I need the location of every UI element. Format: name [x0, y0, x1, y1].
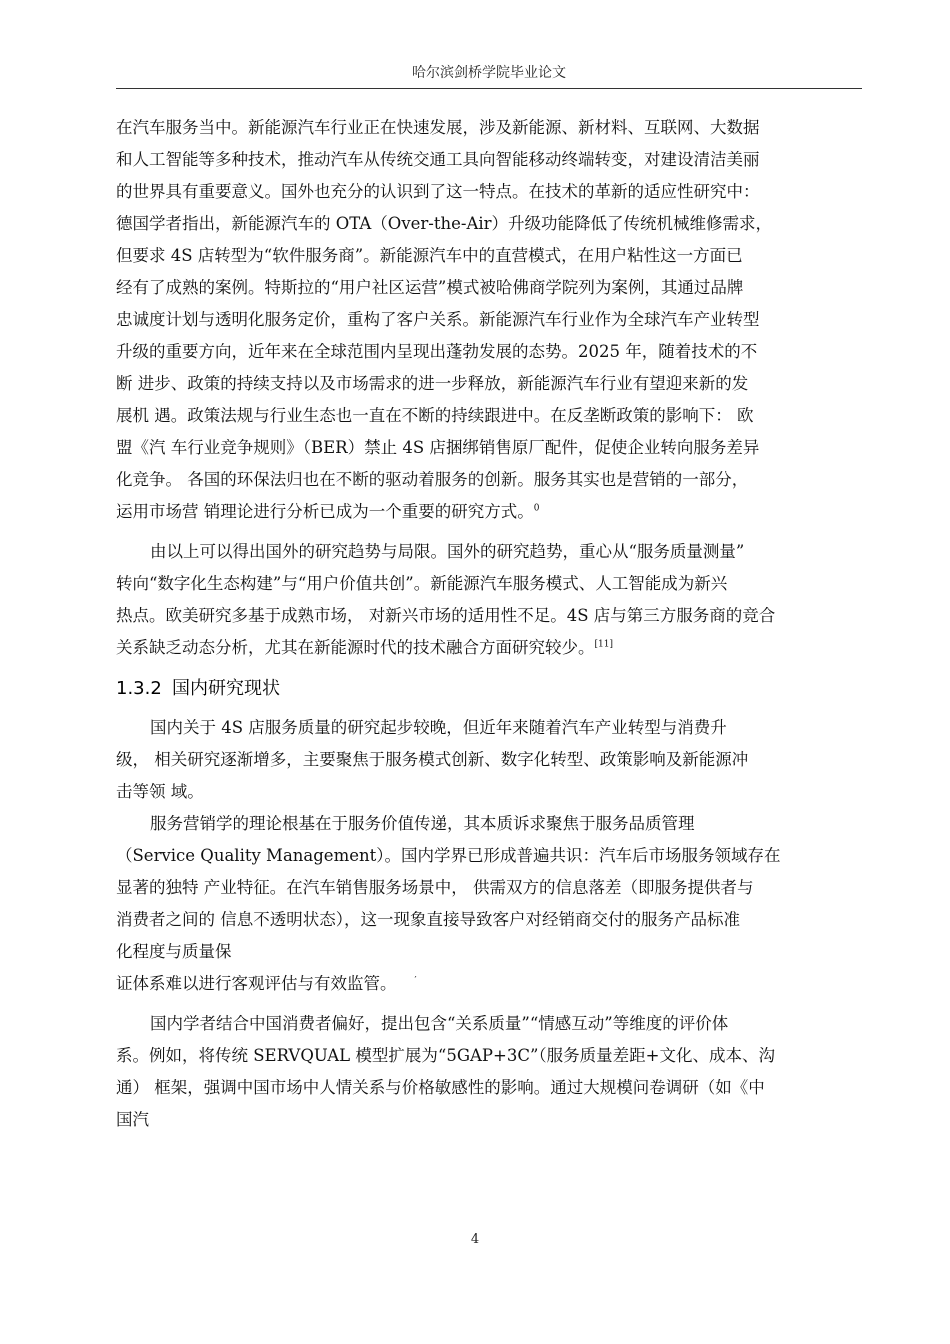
text-line — [116, 632, 868, 664]
paragraph-domestic-intro — [116, 712, 868, 808]
text-line: 国内关于 4S 店服务质量的研究起步较晚，但近年来随着汽车产业转型与消费升 — [150, 718, 727, 737]
paragraph-domestic-evaluation — [116, 1008, 868, 1136]
text-line: 级， 相关研究逐渐增多，主要聚焦于服务模式创新、数字化转型、政策影响及新能源冲 — [116, 750, 749, 769]
header-title: 哈尔滨剑桥学院毕业论文 — [412, 65, 566, 81]
text-line: 国内学者结合中国消费者偏好，提出包含“关系质量”“情感互动”等维度的评价体 — [150, 1014, 729, 1033]
citation-marker: 0 — [533, 503, 540, 514]
text-line: 转向“数字化生态构建”与“用户价值共创”。新能源汽车服务模式、人工智能成为新兴 — [116, 574, 728, 593]
text-line: 化程度与质量保 — [116, 942, 232, 961]
text-line: 由以上可以得出国外的研究趋势与局限。国外的研究趋势，重心从“服务质量测量” — [150, 542, 745, 561]
text-line: 盟《汽 车行业竞争规则》（BER）禁止 4S 店捆绑销售原厂配件，促使企业转向服务差异 — [116, 438, 760, 457]
text-line: 的世界具有重要意义。国外也充分的认识到了这一特点。在技术的革新的适应性研究中： — [116, 182, 760, 201]
text-line: 在汽车服务当中。新能源汽车行业正在快速发展，涉及新能源、新材料、互联网、大数据 — [116, 118, 760, 137]
text-line: 展机 遇。政策法规与行业生态也一直在不断的持续跟进中。在反垄断政策的影响下： 欧 — [116, 406, 754, 425]
text-line: 击等领 域。 — [116, 782, 204, 801]
text-line: 断 进步、政策的持续支持以及市场需求的进一步释放，新能源汽车行业有望迎来新的发 — [116, 374, 749, 393]
paragraph-foreign-research — [116, 112, 868, 528]
paragraph-foreign-trends — [116, 536, 868, 664]
text-line: 化竞争。 各国的环保法归也在不断的驱动着服务的创新。服务其实也是营销的一部分， — [116, 470, 749, 489]
text-line: 国汽 — [116, 1110, 149, 1129]
text-line: 升级的重要方向，近年来在全球范围内呈现出蓬勃发展的态势。2025 年，随着技术的不 — [116, 342, 758, 361]
text-line — [116, 968, 868, 1000]
text-line: （Service Quality Management）。国内学界已形成普遍共识：汽车后市场服务领域存在 — [116, 846, 781, 865]
paragraph-service-marketing — [116, 808, 868, 1000]
citation-marker: ′ — [414, 975, 417, 986]
section-title: 国内研究现状 — [172, 678, 280, 699]
text-line: 通） 框架，强调中国市场中人情关系与价格敏感性的影响。通过大规模问卷调研（如《中 — [116, 1078, 765, 1097]
text-line — [116, 496, 868, 528]
text-line: 系。例如，将传统 SERVQUAL 模型扩展为“5GAP+3C”（服务质量差距+文化、成本、沟 — [116, 1046, 775, 1065]
text-line: 消费者之间的 信息不透明状态），这一现象直接导致客户对经销商交付的服务产品标准 — [116, 910, 740, 929]
text-line: 显著的独特 产业特征。在汽车销售服务场景中， 供需双方的信息落差（即服务提供者与 — [116, 878, 754, 897]
section-number: 1.3.2 — [116, 678, 162, 699]
text-line: 忠诚度计划与透明化服务定价，重构了客户关系。新能源汽车行业作为全球汽车产业转型 — [116, 310, 760, 329]
text-line: 热点。欧美研究多基于成熟市场， 对新兴市场的适用性不足。4S 店与第三方服务商的竞合 — [116, 606, 776, 625]
text-line: 和人工智能等多种技术，推动汽车从传统交通工具向智能移动终端转变，对建设清洁美丽 — [116, 150, 760, 169]
text-line: 德国学者指出，新能源汽车的 OTA（Over-the-Air）升级功能降低了传统机械维修需求， — [116, 214, 773, 233]
text-span: 运用市场营 销理论进行分析已成为一个重要的研究方式。 — [116, 502, 534, 521]
body-text — [116, 112, 868, 1136]
text-span: 证体系难以进行客观评估与有效监管。 — [116, 974, 397, 993]
citation-marker: [11] — [594, 639, 613, 650]
section-heading — [116, 672, 868, 706]
text-line: 经有了成熟的案例。特斯拉的“用户社区运营”模式被哈佛商学院列为案例，其通过品牌 — [116, 278, 744, 297]
text-line: 但要求 4S 店转型为“软件服务商”。新能源汽车中的直营模式，在用户粘性这一方面已 — [116, 246, 743, 265]
page-footer — [0, 1232, 950, 1247]
page-number: 4 — [470, 1232, 480, 1247]
text-span: 关系缺乏动态分析，尤其在新能源时代的技术融合方面研究较少。 — [116, 638, 595, 657]
running-header — [116, 62, 862, 89]
text-line: 服务营销学的理论根基在于服务价值传递，其本质诉求聚焦于服务品质管理 — [150, 814, 695, 833]
